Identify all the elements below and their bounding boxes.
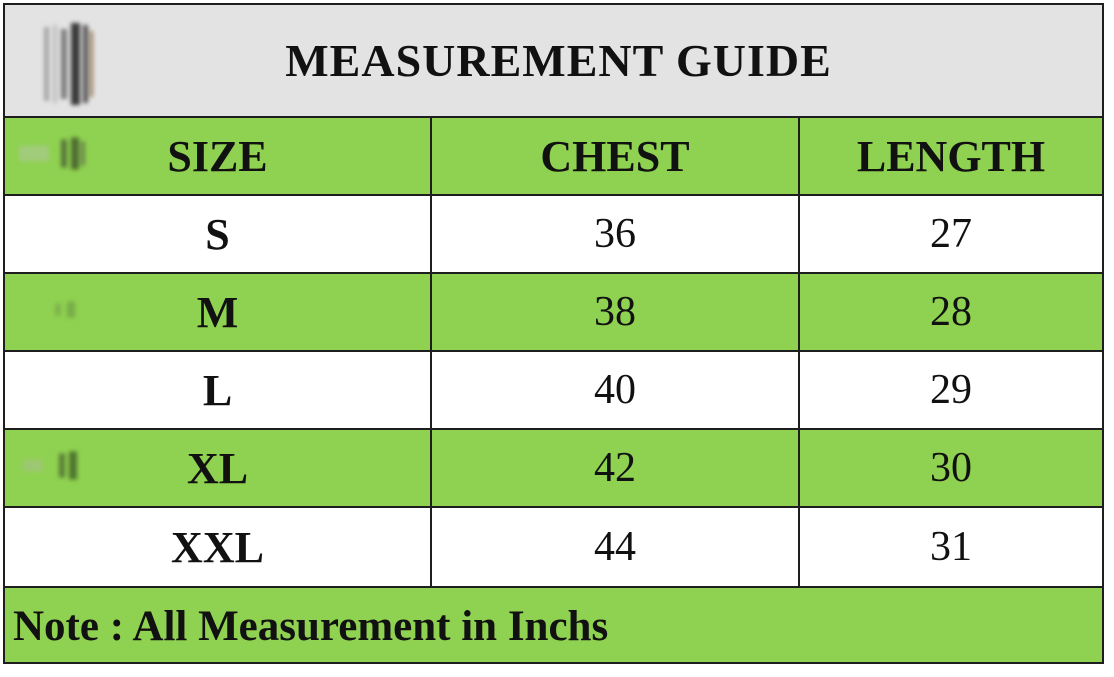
length-value: 29 xyxy=(930,367,972,413)
header-size-label: SIZE xyxy=(167,131,268,181)
table-row xyxy=(5,430,1102,508)
size-value: M xyxy=(196,287,239,337)
table-header-row xyxy=(5,118,1102,196)
size-cell xyxy=(5,196,432,272)
chest-value: 36 xyxy=(594,211,636,257)
length-value: 28 xyxy=(930,289,972,335)
title-bar xyxy=(5,5,1102,118)
column-header-chest xyxy=(432,118,800,194)
chest-cell xyxy=(432,508,800,586)
chest-value: 44 xyxy=(594,524,636,570)
measurement-guide xyxy=(3,3,1104,664)
chest-cell xyxy=(432,274,800,350)
chest-cell xyxy=(432,352,800,428)
page-title: MEASUREMENT GUIDE xyxy=(285,35,832,86)
length-value: 30 xyxy=(930,445,972,491)
brand-logo-icon xyxy=(33,19,103,109)
watermark-icon xyxy=(15,446,95,491)
header-length-label: LENGTH xyxy=(856,131,1046,181)
chest-cell xyxy=(432,430,800,506)
table-row xyxy=(5,196,1102,274)
header-chest-label: CHEST xyxy=(540,131,690,181)
watermark-icon xyxy=(15,134,95,179)
chest-value: 40 xyxy=(594,367,636,413)
length-cell xyxy=(800,352,1102,428)
length-cell xyxy=(800,508,1102,586)
size-value: S xyxy=(205,209,230,259)
chest-value: 38 xyxy=(594,289,636,335)
size-value: XXL xyxy=(171,522,264,572)
size-value: XL xyxy=(186,443,249,493)
note-row xyxy=(5,588,1102,664)
size-cell xyxy=(5,508,432,586)
size-value: L xyxy=(202,365,233,415)
length-cell xyxy=(800,274,1102,350)
chest-value: 42 xyxy=(594,445,636,491)
size-cell xyxy=(5,430,432,506)
size-cell xyxy=(5,274,432,350)
length-cell xyxy=(800,430,1102,506)
column-header-size xyxy=(5,118,432,194)
chest-cell xyxy=(432,196,800,272)
length-value: 31 xyxy=(930,524,972,570)
size-cell xyxy=(5,352,432,428)
column-header-length xyxy=(800,118,1102,194)
table-row xyxy=(5,274,1102,352)
measurement-note: Note : All Measurement in Inchs xyxy=(13,602,609,650)
table-row xyxy=(5,508,1102,588)
table-row xyxy=(5,352,1102,430)
length-cell xyxy=(800,196,1102,272)
length-value: 27 xyxy=(930,211,972,257)
watermark-icon xyxy=(15,290,95,335)
